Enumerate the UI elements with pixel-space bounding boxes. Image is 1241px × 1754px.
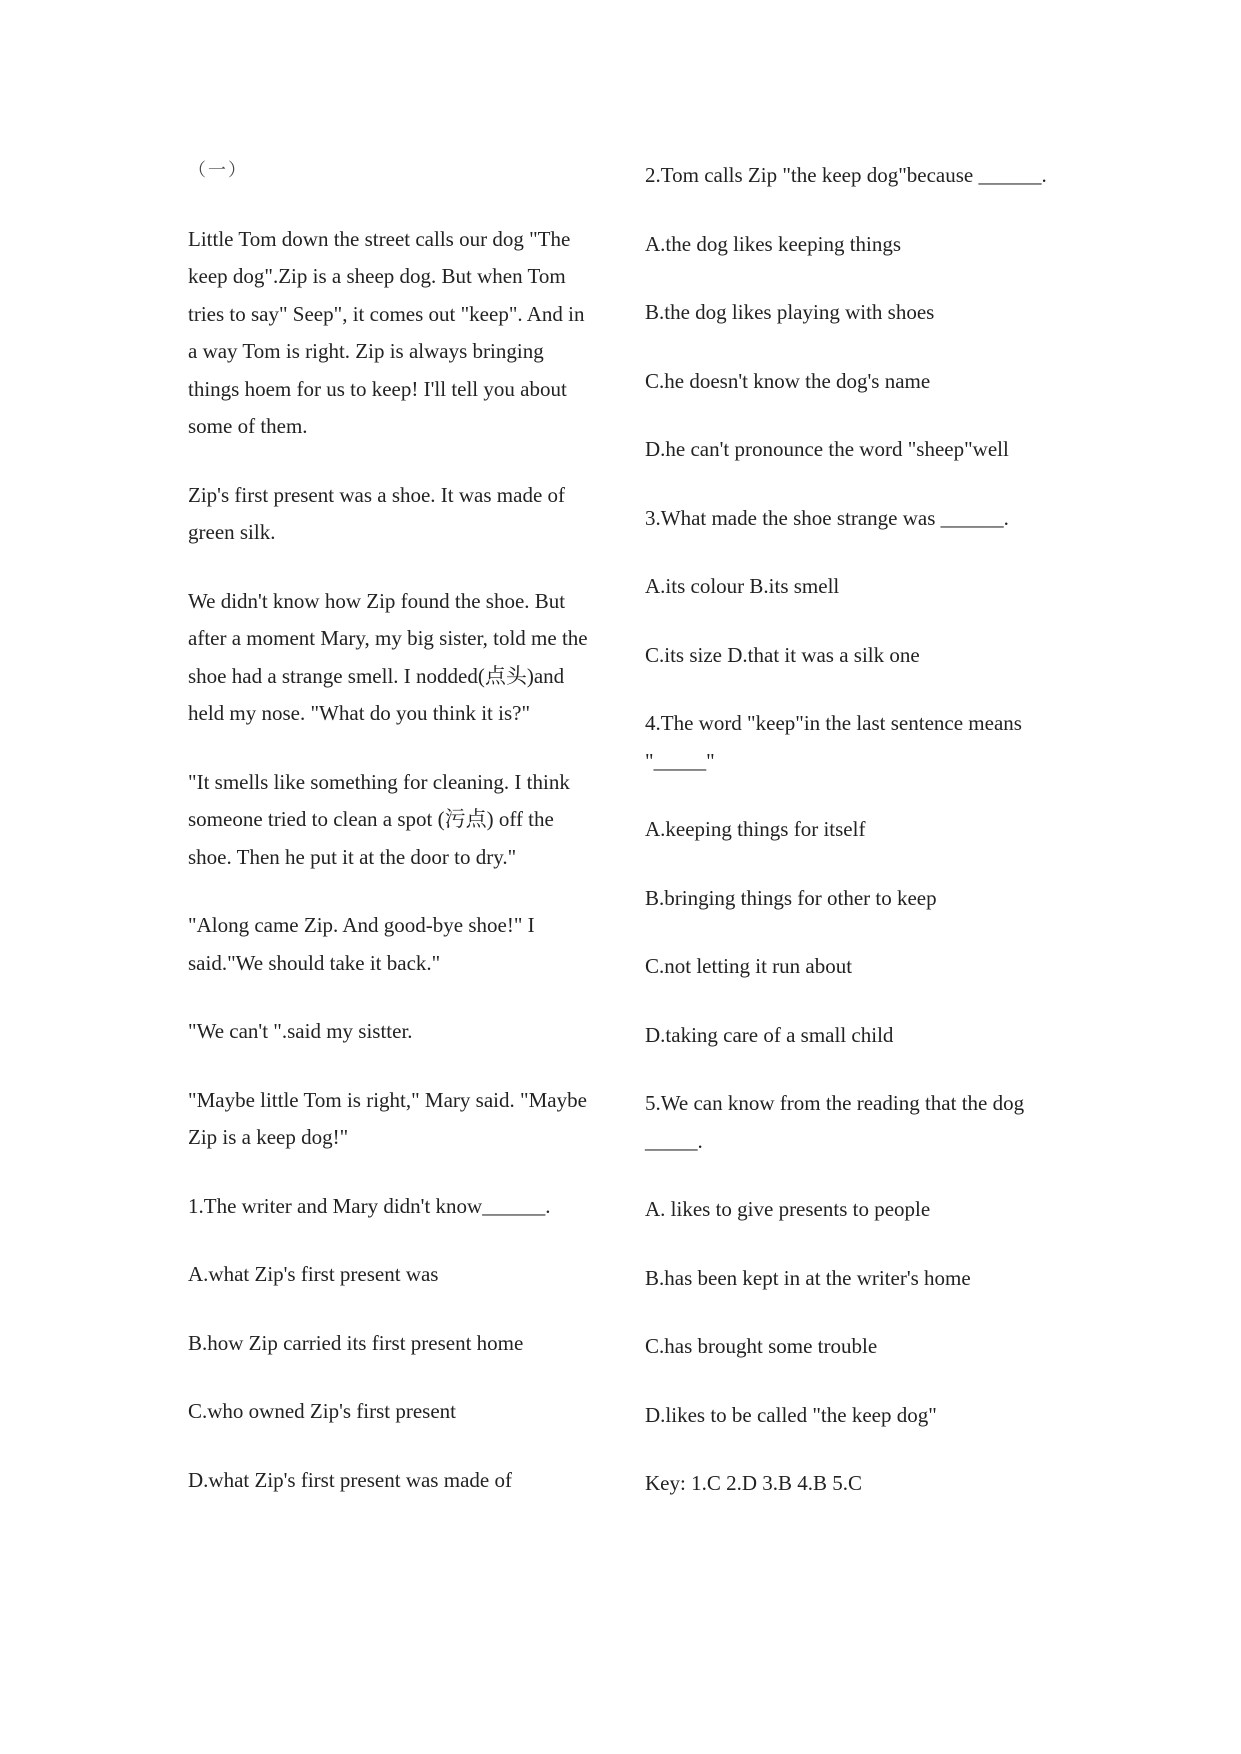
question-1: 1.The writer and Mary didn't know______.: [188, 1193, 551, 1218]
question-1-option-b: B.how Zip carried its first present home: [188, 1330, 524, 1355]
question-1-option-c: C.who owned Zip's first present: [188, 1399, 456, 1423]
question-5-option-d: D.likes to be called "the keep dog": [645, 1402, 937, 1427]
question-3: 3.What made the shoe strange was ______.: [645, 505, 1009, 530]
question-1-option-d: D.what Zip's first present was made of: [188, 1467, 512, 1492]
question-2-option-a: A.the dog likes keeping things: [645, 231, 902, 256]
passage-paragraph-3: We didn't know how Zip found the shoe. But after a moment Mary, my big sister, told me the shoe had a strange smell. I nodded(点头)and held my nose. "What do you think it is?": [188, 588, 588, 725]
question-4-option-b: B.bringing things for other to keep: [645, 885, 937, 910]
right-column: [645, 157, 1055, 1503]
answer-key: Key: 1.C 2.D 3.B 4.B 5.C: [645, 1471, 863, 1495]
question-3-options-cd: C.its size D.that it was a silk one: [645, 642, 920, 667]
passage-paragraph-7: "Maybe little Tom is right," Mary said. "Maybe Zip is a keep dog!": [188, 1087, 587, 1149]
question-2: 2.Tom calls Zip "the keep dog"because ______.: [645, 163, 1047, 187]
passage-paragraph-6: "We can't ".said my sistter.: [188, 1019, 413, 1043]
question-4-option-c: C.not letting it run about: [645, 954, 853, 978]
passage-paragraph-1: Little Tom down the street calls our dog "The keep dog".Zip is a sheep dog. But when Tom tries to say" Seep", it comes out "keep". And in a way Tom is right. Zip is always bringing things hoem for us to keep! I'll tell you about some of them.: [188, 226, 585, 438]
question-4-option-d: D.taking care of a small child: [645, 1022, 894, 1047]
question-2-option-c: C.he doesn't know the dog's name: [645, 368, 931, 393]
section-heading: （一）: [188, 160, 248, 181]
question-4: 4.The word "keep"in the last sentence means "_____": [645, 711, 1022, 773]
passage-paragraph-4: "It smells like something for cleaning. I think someone tried to clean a spot (污点) off the shoe. Then he put it at the door to dry.": [188, 769, 570, 869]
question-5: 5.We can know from the reading that the dog _____.: [645, 1091, 1025, 1153]
question-5-option-a: A. likes to give presents to people: [645, 1197, 931, 1221]
question-5-option-c: C.has brought some trouble: [645, 1334, 878, 1358]
question-2-option-d: D.he can't pronounce the word "sheep"well: [645, 437, 1009, 461]
question-4-option-a: A.keeping things for itself: [645, 817, 866, 841]
question-1-option-a: A.what Zip's first present was: [188, 1262, 439, 1286]
question-2-option-b: B.the dog likes playing with shoes: [645, 300, 935, 324]
question-5-option-b: B.has been kept in at the writer's home: [645, 1265, 971, 1290]
passage-paragraph-2: Zip's first present was a shoe. It was made of green silk.: [188, 482, 566, 544]
passage-paragraph-5: "Along came Zip. And good-bye shoe!" I said."We should take it back.": [188, 913, 535, 975]
left-column: [188, 152, 596, 1499]
question-3-options-ab: A.its colour B.its smell: [645, 574, 840, 598]
